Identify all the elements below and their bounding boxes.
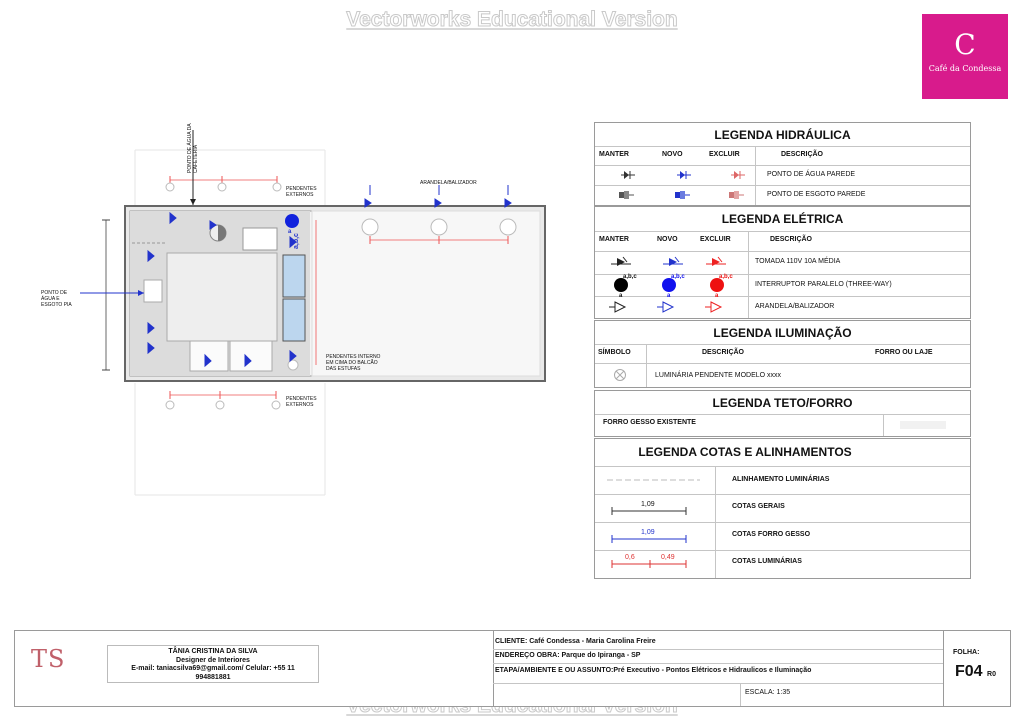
switch-excluir-label: a,b,c [719, 274, 733, 280]
eletrica-row-interruptor: INTERRUPTOR PARALELO (THREE-WAY) [755, 281, 892, 288]
ceiling-dimension-line [610, 535, 690, 543]
iluminacao-row-pendente: LUMINÁRIA PENDENTE MODELO xxxx [655, 372, 782, 379]
label-ponto-agua-esgoto: PONTO DE ÁGUA E ESGOTO PIA [41, 290, 72, 308]
outlet-manter-icon [611, 257, 631, 266]
sconce-excluir-icon [705, 302, 721, 312]
legend-hidraulica-title: LEGENDA HIDRÁULICA [714, 128, 851, 142]
designer-name: TÂNIA CRISTINA DA SILVA [168, 648, 258, 655]
cotas-forro-value: 1,09 [641, 529, 655, 536]
switch-manter-sub: a [619, 293, 623, 299]
lamp-dimension-line [610, 560, 690, 568]
pendant-lamp-icon [613, 368, 627, 382]
outlet-symbols [609, 254, 729, 272]
ts-logo: TS [31, 645, 66, 673]
endereco-value: Parque do Ipiranga - SP [561, 652, 641, 659]
sconce-symbols [609, 299, 729, 315]
cotas-row-forro: COTAS FORRO GESSO [732, 531, 811, 538]
legend-iluminacao [594, 320, 971, 388]
switch-manter-label: a,b,c [623, 274, 637, 280]
switch-novo-icon [662, 278, 676, 292]
cotas-row-luminarias: COTAS LUMINÁRIAS [732, 558, 802, 565]
switch-novo-sub: a [667, 293, 671, 299]
label-arandela: ARANDELA/BALIZADOR [420, 180, 477, 186]
hidraulica-row-agua: PONTO DE ÁGUA PAREDE [767, 171, 856, 178]
cotas-luminarias-value-1: 0,6 [625, 554, 635, 561]
folha-label: FOLHA: [953, 649, 980, 656]
iluminacao-header-forro: FORRO OU LAJE [875, 349, 933, 356]
label-pendentes-interno: PENDENTES INTERNO EM CIMA DO BALCÃO DAS ESTUFAS [326, 354, 381, 372]
etapa-row [495, 667, 811, 674]
legend-teto [594, 390, 971, 437]
alignment-line-icon [605, 475, 705, 485]
plan-switch-label: a,b,c [293, 233, 300, 249]
eletrica-header-manter: MANTER [599, 236, 629, 243]
legend-eletrica-title: LEGENDA ELÉTRICA [721, 212, 844, 226]
legend-iluminacao-title: LEGENDA ILUMINAÇÃO [713, 326, 852, 340]
etapa-label: ETAPA/AMBIENTE E OU ASSUNTO: [495, 667, 614, 674]
general-dimension-line [610, 507, 690, 515]
logo-initial: C [954, 28, 976, 61]
etapa-value: Pré Executivo - Pontos Elétricos e Hidraulicos e Iluminação [613, 667, 812, 674]
switch-excluir-icon [710, 278, 724, 292]
legend-eletrica [594, 206, 971, 319]
iluminacao-header-descricao: DESCRIÇÃO [702, 349, 745, 356]
title-block [14, 630, 1011, 707]
water-point-symbols [617, 169, 767, 181]
hidraulica-row-esgoto: PONTO DE ESGOTO PAREDE [767, 191, 866, 198]
revisao-value: R0 [987, 671, 996, 678]
legend-cotas-title: LEGENDA COTAS E ALINHAMENTOS [638, 445, 852, 459]
label-ponto-agua-cafeteria: PONTO DE ÁGUA DA CAFETERIA [187, 123, 199, 173]
cotas-gerais-value: 1,09 [641, 501, 655, 508]
designer-box [107, 645, 319, 683]
water-point-manter-icon [621, 171, 635, 179]
designer-phone: 994881881 [195, 673, 231, 681]
sewage-point-symbols [617, 189, 767, 201]
forro-hatch-swatch [900, 421, 946, 429]
label-pendentes-externos-bottom: PENDENTES EXTERNOS [286, 396, 317, 408]
escala: ESCALA: 1:35 [745, 689, 791, 696]
watermark-top: Vectorworks Educational Version [346, 8, 678, 31]
endereco-label: ENDEREÇO OBRA: [495, 652, 560, 659]
sewage-point-manter-icon [619, 191, 634, 199]
folha-value: F04 [955, 663, 983, 680]
cliente-row [495, 638, 656, 645]
eletrica-row-arandela: ARANDELA/BALIZADOR [755, 303, 835, 310]
cotas-row-alinhamento: ALINHAMENTO LUMINÁRIAS [732, 476, 830, 483]
teto-row-gesso: FORRO GESSO EXISTENTE [603, 419, 696, 426]
water-point-novo-icon [677, 171, 691, 179]
hidraulica-header-novo: NOVO [662, 151, 683, 158]
endereco-row [495, 652, 640, 659]
cliente-label: CLIENTE: [495, 638, 528, 645]
designer-contact: E-mail: taniacsilva69@gmail.com/ Celular: +55 11 [131, 665, 295, 672]
sconce-novo-icon [657, 302, 673, 312]
floor-plan-drawing [40, 125, 585, 505]
hidraulica-header-excluir: EXCLUIR [709, 151, 740, 158]
sewage-point-excluir-icon [729, 191, 744, 199]
legend-teto-title: LEGENDA TETO/FORRO [712, 396, 853, 410]
sewage-point-novo-icon [675, 191, 690, 199]
iluminacao-header-simbolo: SÍMBOLO [598, 349, 631, 356]
eletrica-row-tomada: TOMADA 110V 10A MÉDIA [755, 258, 841, 265]
outlet-novo-icon [663, 257, 683, 266]
cliente-value: Café Condessa - Maria Carolina Freire [529, 638, 656, 645]
legend-cotas [594, 438, 971, 579]
hidraulica-header-manter: MANTER [599, 151, 629, 158]
eletrica-header-descricao: DESCRIÇÃO [770, 236, 813, 243]
legend-hidraulica [594, 122, 971, 206]
sconce-manter-icon [609, 302, 625, 312]
switch-novo-label: a,b,c [671, 274, 685, 280]
plan-switch-sub: a [288, 229, 292, 235]
switch-excluir-sub: a [715, 293, 719, 299]
outlet-excluir-icon [706, 257, 726, 266]
cotas-luminarias-value-2: 0,49 [661, 554, 675, 561]
cotas-row-gerais: COTAS GERAIS [732, 503, 785, 510]
water-point-excluir-icon [731, 171, 745, 179]
designer-role: Designer de Interiores [176, 656, 250, 664]
label-pendentes-externos-top: PENDENTES EXTERNOS [286, 186, 317, 198]
logo-name: Café da Condessa [928, 64, 1002, 73]
floor-plan [40, 125, 585, 505]
cafe-logo [922, 14, 1008, 99]
folha-number [955, 663, 996, 681]
hidraulica-header-descricao: DESCRIÇÃO [781, 151, 824, 158]
switch-manter-icon [614, 278, 628, 292]
eletrica-header-excluir: EXCLUIR [700, 236, 731, 243]
eletrica-header-novo: NOVO [657, 236, 678, 243]
